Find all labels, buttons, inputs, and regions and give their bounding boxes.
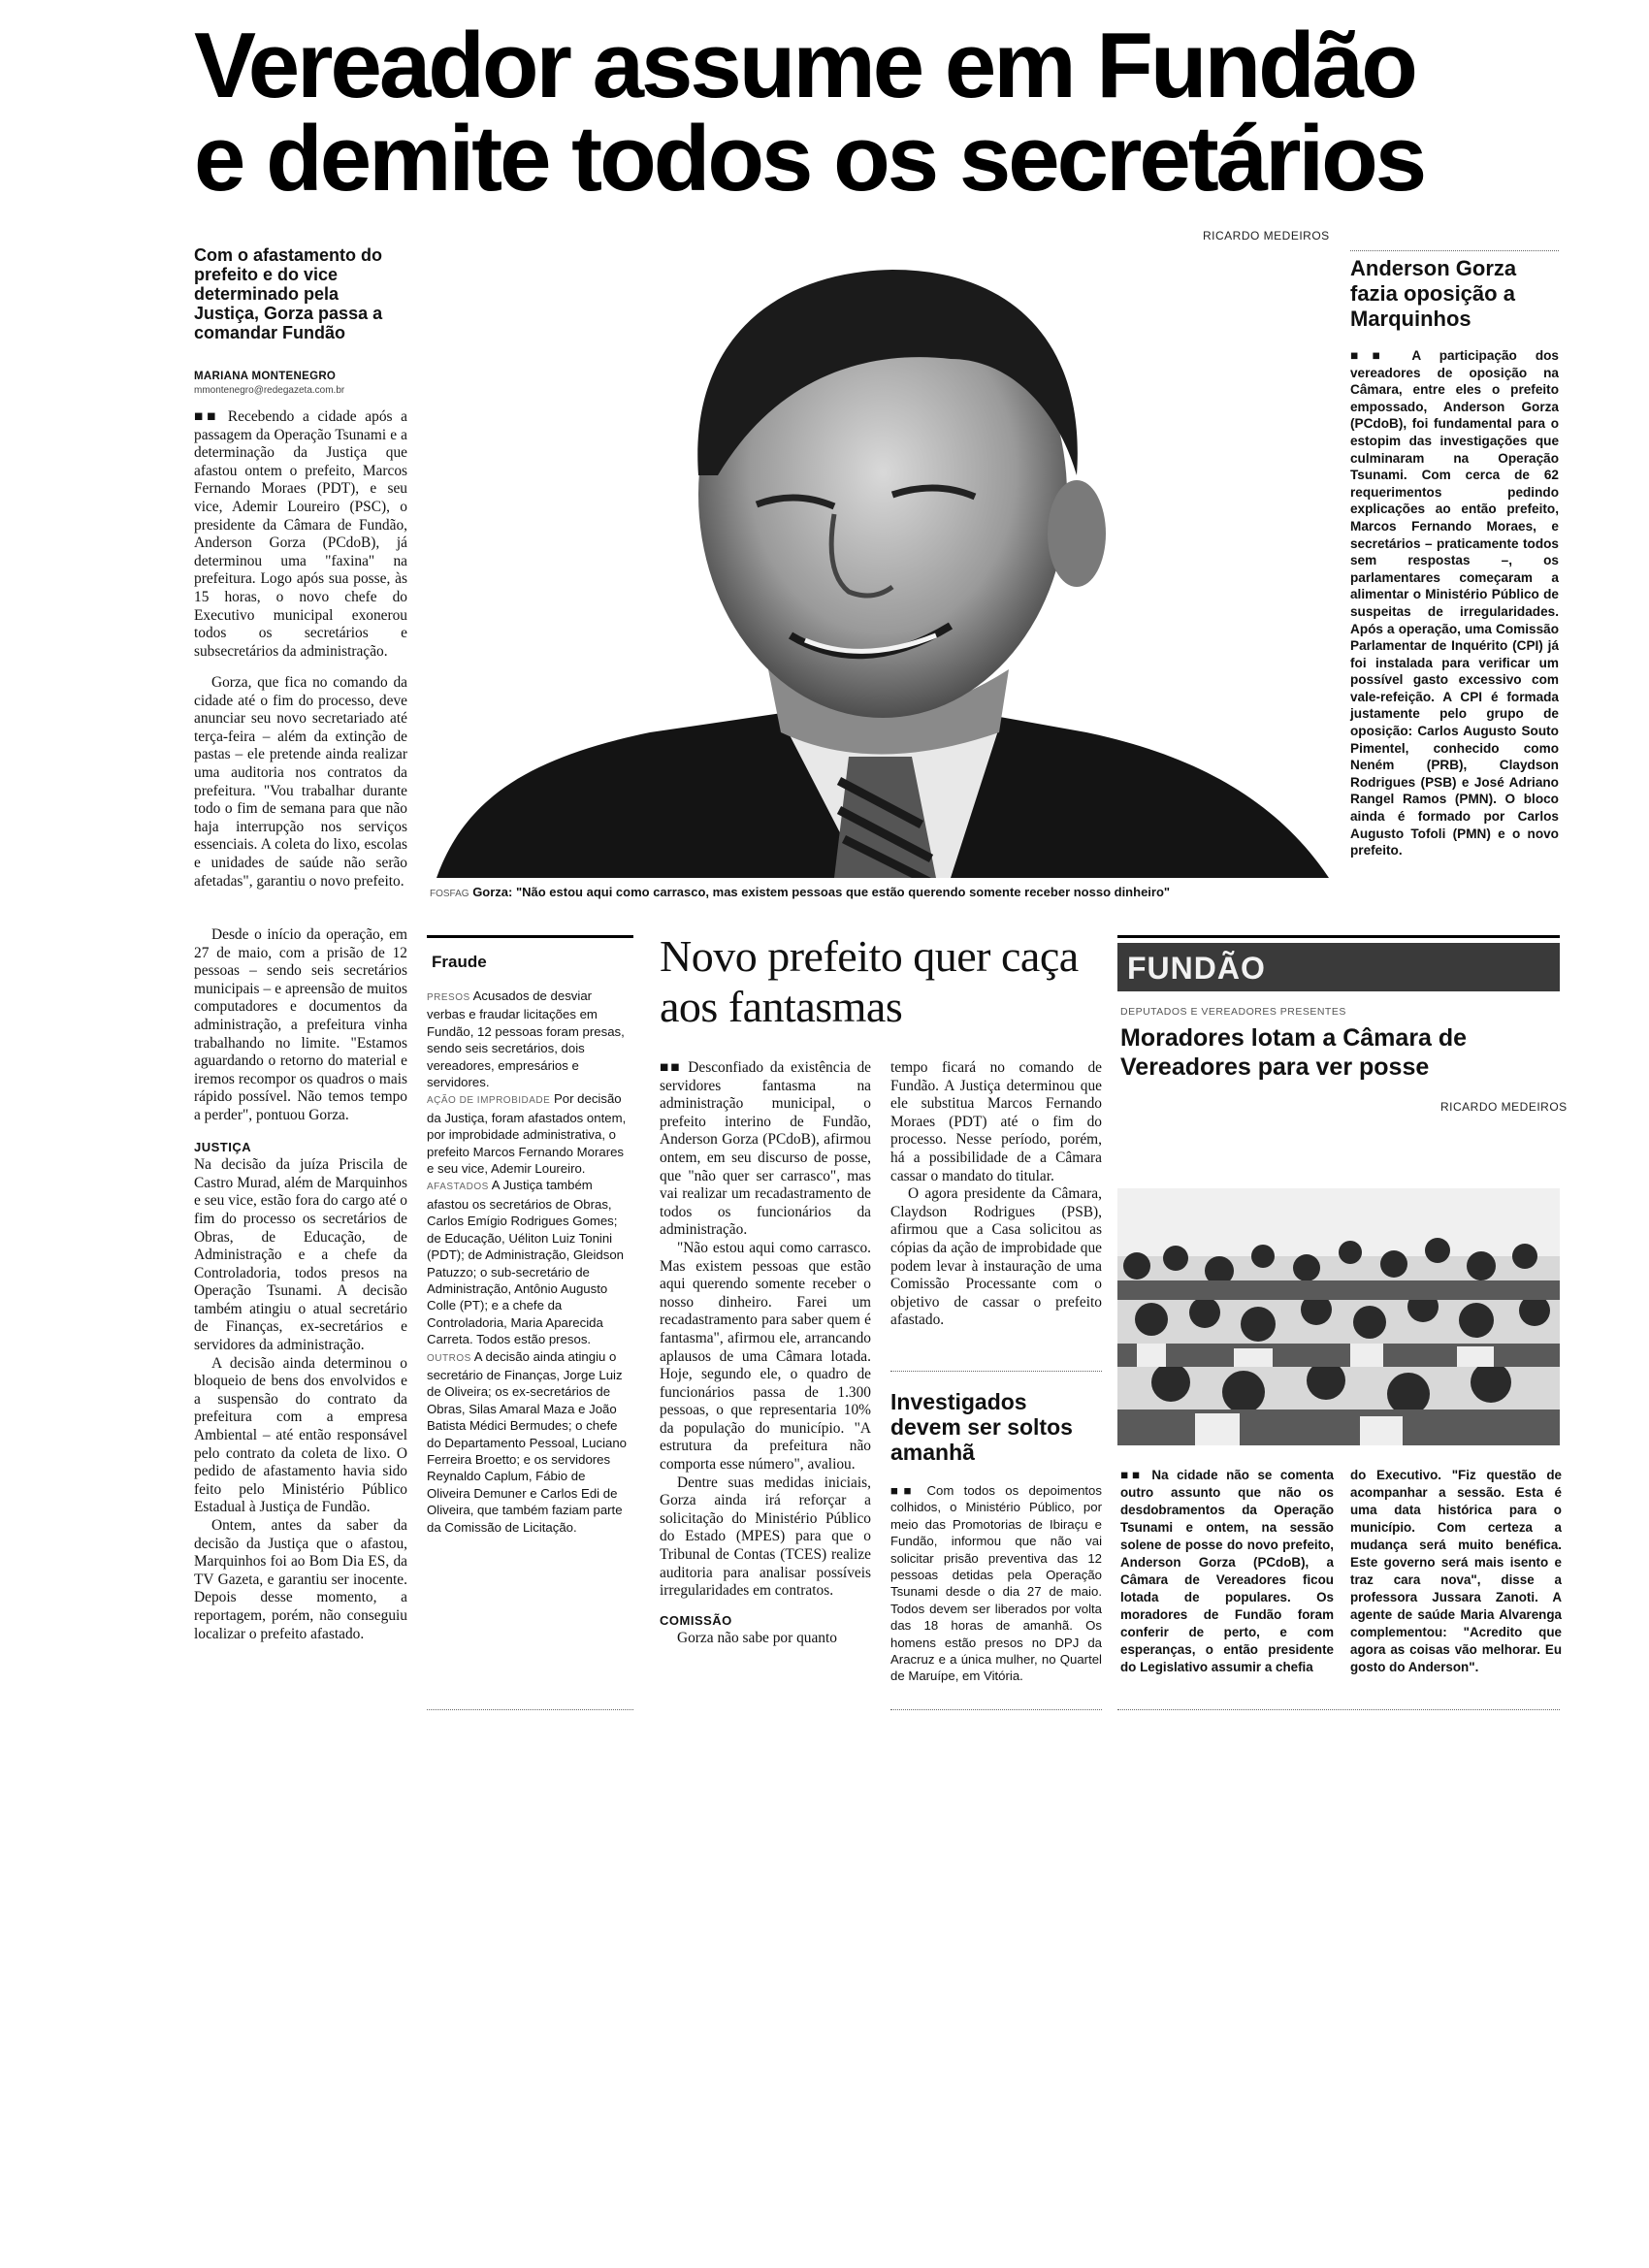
crowd-image (1117, 1188, 1560, 1445)
lower-rule-left (427, 935, 633, 938)
main-story-column-2 (194, 674, 407, 891)
main-photo (407, 252, 1329, 878)
ghosts-title: Novo prefeito quer caça aos fantasmas (660, 931, 1079, 1031)
lower-rule-right (1117, 935, 1560, 938)
main-email: mmontenegro@redegazeta.com.br (194, 385, 345, 396)
fundao-column-1: ■■ Na cidade não se comenta outro assunto que não os desdobramentos da Operação Tsunami e ontem, na sessão solene de posse do novo prefeito, Anderson Gorza (PCdoB), a Câmara de Vereadores ficou lotada de populares. Os moradores de Fundão foram conferir de perto, e com esperanças, o então presidente do Legislativo assumir a chefia (1120, 1468, 1334, 1674)
fraude-item: AFASTADOS A Justiça também afastou os secretários de Obras, Carlos Emígio Rodrigues Gomes; de Educação, Uéliton Luiz Tonini (PDT); de Administração, Gleidson Patuzzo; o sub-secretário de Administração, Antônio Augusto Colle (PT); e a chefe da Controladoria, Maria Aparecida Carreta. Todos estão presos. (427, 1178, 625, 1347)
main-deck: Com o afastamento do prefeito e do vice determinado pela Justiça, Gorza passa a comandar Fundão (194, 245, 383, 342)
main-paragraph-2: Gorza, que fica no comando da cidade até o fim do processo, deve anunciar seu novo secretariado até terça-feira – além da extinção de pastas – ele pretende ainda realizar uma auditoria nos contratos da prefeitura. "Vou trabalhar durante todo o fim de semana para que não haja interrupção nos serviços essenciais. A coleta do lixo, escolas e unidades de saúde não serão afetadas", garantiu o novo prefeito. (194, 674, 407, 890)
fundao-title: Moradores lotam a Câmara de Vereadores para ver posse (1120, 1024, 1468, 1081)
main-story-column (194, 408, 407, 661)
investigated-body: ■■ Com todos os depoimentos colhidos, o Ministério Público, por meio das Promotorias de Ibiraçu e Fundão, informou que não vai solicitar prisão preventiva das 12 pessoas detidas pela Operação Tsunami desde o dia 27 de maio. Todos devem ser liberados por volta das 18 horas de amanhã. Os homens estão presos no DPJ da Aracruz e a única mulher, no Quartel de Maruípe, em Vitória. (890, 1483, 1102, 1684)
headline-line-2: e demite todos os secretários (194, 107, 1425, 211)
fundao-photo-credit: RICARDO MEDEIROS (1440, 1100, 1568, 1114)
justica-label: JUSTIÇA (194, 1139, 252, 1154)
fraude-item: OUTROS A decisão ainda atingiu o secretário de Finanças, Jorge Luiz de Oliveira; os ex-secretários de Obras, Silas Amaral Maza e João Batista Médici Bermudes; o chefe do Departamento Pessoal, Luciano Ferreira Broetto; e os servidores Reynaldo Caplum, Fábio de Oliveira Demuner e Carlos Edi de Oliveira, que também faziam parte da Comissão de Licitação. (427, 1348, 628, 1535)
sidebar-mark: ■■ (1350, 348, 1394, 363)
main-byline: MARIANA MONTENEGRO (194, 371, 337, 382)
investigated-mark: ■■ (890, 1483, 918, 1498)
headline (194, 14, 1571, 211)
fundao-banner (1117, 943, 1560, 991)
fraude-item: AÇÃO DE IMPROBIDADE Por decisão da Justiça, foram afastados ontem, por improbidade administrativa, o prefeito Marcos Fernando Morares e seu vice, Ademir Loureiro. (427, 1091, 627, 1177)
caption-text: Gorza: "Não estou aqui como carrasco, mas existem pessoas que estão querendo somente receber nosso dinheiro" (472, 885, 1171, 899)
fundao-bottom-rule (1117, 1709, 1560, 1710)
fundao-banner-label: FUNDÃO (1127, 951, 1266, 986)
caption-credit: FOSFAG (430, 889, 469, 899)
investigated-title: Investigados devem ser soltos amanhã (890, 1389, 1073, 1465)
fundao-column-2: do Executivo. "Fiz questão de acompanhar a sessão. Esta é uma data histórica para o município. Com certeza a mudança será muito benéfica. Este governo será mais isento e traz cara nova", disse a professora Jussara Zanoti. A agente de saúde Maria Alvarenga complementou: "Acredito que agora as coisas vão melhorar. Eu gosto do Anderson". (1350, 1468, 1562, 1674)
main-paragraph-1: Recebendo a cidade após a passagem da Operação Tsunami e a determinação da Justiça que afastou ontem o prefeito, Marcos Fernando Moraes (PDT), e seu vice, Ademir Loureiro (PSC), o presidente da Câmara de Fundão, Anderson Gorza (PCdoB), já determinou uma "faxina" na prefeitura. Logo após sua posse, às 15 horas, o novo chefe do Executivo municipal exonerou todos os secretários e subsecretários da administração. (194, 408, 408, 660)
comissao-label: COMISSÃO (660, 1612, 732, 1628)
investigated-top-rule (890, 1371, 1102, 1372)
lead-mark: ■■ (194, 408, 220, 425)
main-paragraph-5: A decisão ainda determinou o bloqueio de bens dos envolvidos e a suspensão do contrato da prefeitura com a empresa Ambiental – até então responsável pelo contrato da coleta de lixo. O pedido de afastamento havia sido feito pelo Ministério Público Estadual à Justiça de Fundão. (194, 1354, 407, 1516)
sidebar-text: A participação dos vereadores de oposição na Câmara, entre eles o prefeito empossado, Anderson Gorza (PCdoB), foi fundamental para o estopim das investigações que culminaram na Operação Tsunami. Com cerca de 62 requerimentos pedindo explicações ao então prefeito, Marcos Fernando Moraes, e secretários – praticamente todos sem respostas –, os parlamentares começaram a alimentar o Ministério Público de suspeitas de irregularidades. Após a operação, uma Comissão Parlamentar de Inquérito (CPI) já foi instalada para verificar um possível gasto excessivo com vale-refeição. A CPI é formada justamente pelo grupo de oposição: Carlos Augusto Souto Pimentel, conhecido como Neném (PRB), Claydson Rodrigues (PSB) e José Adriano Rangel Ramos (PMN). O bloco ainda é formado por Carlos Augusto Tofoli (PMN) e o novo prefeito. (1350, 348, 1559, 859)
fraude-box (427, 988, 629, 1536)
ghosts-mark: ■■ (660, 1059, 682, 1076)
ghosts-column-2: tempo ficará no comando de Fundão. A Justiça determinou que ele substitua Marcos Fernando Moraes (PDT) até o fim do processo. Nesse período, porém, há a possibilidade de a Câmara cassar o mandato do titular. O agora presidente da Câmara, Claydson Rodrigues (PSB), afirmou que a Casa solicitou as cópias da ação de improbidade que podem levar à instauração de uma Comissão Processante com o objetivo de cassar o prefeito afastado. (890, 1059, 1102, 1329)
photo-credit: RICARDO MEDEIROS (1203, 229, 1330, 243)
main-story-column-3 (194, 926, 407, 1643)
fraude-title: Fraude (432, 953, 487, 971)
fundao-kicker: DEPUTADOS E VEREADORES PRESENTES (1120, 1006, 1346, 1018)
main-paragraph-6: Ontem, antes da saber da decisão da Justiça que o afastou, Marquinhos foi ao Bom Dia ES, da TV Gazeta, e garantiu ser inocente. Depois desse momento, a reportagem, porém, não conseguiu localizar o prefeito afastado. (194, 1517, 407, 1642)
sidebar-body (1350, 347, 1559, 859)
headline-line-1: Vereador assume em Fundão (194, 14, 1415, 117)
main-paragraph-3: Desde o início da operação, em 27 de maio, com a prisão de 12 pessoas – sendo seis secretários municipais – e apreensão de muitos computadores e documentos da administração, a prefeitura vinha trabalhando no limite. "Estamos aguardando o retorno do material e iremos recompor os quadros o mais rápido possível. Não temos tempo a perder", pontuou Gorza. (194, 926, 407, 1123)
main-paragraph-4: Na decisão da juíza Priscila de Castro Murad, além de Marquinhos e seu vice, estão fora do cargo até o fim do processo os secretários de Obras, de Educação, de Administração e a chefe da Controladoria, todos presos na Operação Tsunami. A decisão também atingiu o atual secretário de Finanças, ex-secretários e servidores da administração. (194, 1156, 407, 1354)
ghosts-column-1: ■■ Desconfiado da existência de servidores fantasma na administração municipal, o prefeito interino de Fundão, Anderson Gorza (PCdoB), afirmou ontem, em seu discurso de posse, que "não quer ser carrasco", mas vai realizar um recadastramento de todos os funcionários da administração. "Não estou aqui como carrasco. Mas existem pessoas que estão aqui querendo somente receber o nosso dinheiro. Farei um recadastramento para saber quem é fantasma", afirmou ele, arrancando aplausos de uma Câmara lotada. Hoje, segundo ele, o quadro de funcionários passa de 1.300 pessoas, o que representaria 10% da população do município. "A estrutura da prefeitura não comporta esse número", avaliou. Dentre suas medidas iniciais, Gorza ainda irá reforçar a solicitação do Ministério Público do Estado (MPES) para que o Tribunal de Contas (TCES) realize auditoria para analisar possíveis irregularidades em contratos. COMISSÃO Gorza não sabe por quanto (660, 1059, 871, 1647)
fraude-item: PRESOS Acusados de desviar verbas e fraudar licitações em Fundão, 12 pessoas foram presas, sendo seis secretários, dois vereadores, empresários e servidores. (427, 988, 625, 1090)
photo-caption (430, 885, 1322, 899)
fraude-bottom-rule (427, 1709, 633, 1710)
sidebar-top-rule (1350, 250, 1559, 251)
sidebar-title: Anderson Gorza fazia oposição a Marquinhos (1350, 256, 1517, 331)
portrait-image (407, 252, 1329, 878)
crowd-photo (1117, 1188, 1560, 1445)
fundao-mark: ■■ (1120, 1468, 1144, 1482)
investigated-bottom-rule (890, 1709, 1102, 1710)
